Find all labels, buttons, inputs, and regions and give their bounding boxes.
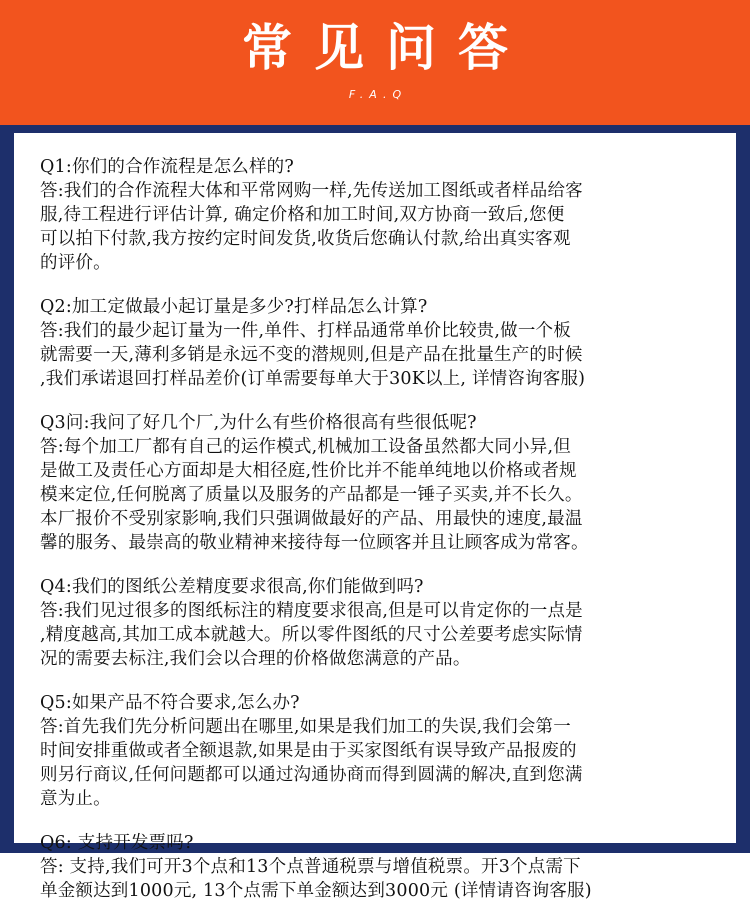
faq-answer-line: 答:我们的最少起订量为一件,单件、打样品通常单价比较贵,做一个板 xyxy=(40,321,571,341)
faq-question: Q5:如果产品不符合要求,怎么办? xyxy=(40,693,300,713)
faq-item xyxy=(40,411,718,555)
faq-answer-line: 答:每个加工厂都有自己的运作模式,机械加工设备虽然都大同小异,但 xyxy=(40,437,571,457)
header-banner xyxy=(0,0,750,125)
faq-question: Q6: 支持开发票吗? xyxy=(40,833,194,853)
faq-answer-line: 本厂报价不受别家影响,我们只强调做最好的产品、用最快的速度,最温 xyxy=(40,509,583,529)
faq-question: Q3问:我问了好几个厂,为什么有些价格很高有些很低呢? xyxy=(40,413,477,433)
faq-item xyxy=(40,575,718,671)
faq-answer-line: 则另行商议,任何问题都可以通过沟通协商而得到圆满的解决,直到您满 xyxy=(40,765,583,785)
faq-answer-line: ,精度越高,其加工成本就越大。所以零件图纸的尺寸公差要考虑实际情 xyxy=(40,625,583,645)
faq-answer-line: 答: 支持,我们可开3个点和13个点普通税票与增值税票。开3个点需下 xyxy=(40,857,581,877)
faq-answer-line: 答:我们见过很多的图纸标注的精度要求很高,但是可以肯定你的一点是 xyxy=(40,601,583,621)
faq-panel xyxy=(14,133,736,901)
faq-question: Q4:我们的图纸公差精度要求很高,你们能做到吗? xyxy=(40,577,424,597)
faq-question: Q1:你们的合作流程是怎么样的? xyxy=(40,157,294,177)
faq-answer-line: ,我们承诺退回打样品差价(订单需要每单大于30K以上, 详情咨询客服) xyxy=(40,369,586,389)
faq-answer-line: 意为止。 xyxy=(40,789,111,809)
faq-item xyxy=(40,295,718,391)
faq-item xyxy=(40,155,718,275)
faq-item xyxy=(40,691,718,811)
faq-item xyxy=(40,831,718,903)
faq-question: Q2:加工定做最小起订量是多少?打样品怎么计算? xyxy=(40,297,428,317)
page-title: 常见问答 xyxy=(242,19,530,77)
faq-answer-line: 服,待工程进行评估计算, 确定价格和加工时间,双方协商一致后,您便 xyxy=(40,205,565,225)
faq-answer-line: 况的需要去标注,我们会以合理的价格做您满意的产品。 xyxy=(40,649,471,669)
faq-answer-line: 就需要一天,薄利多销是永远不变的潜规则,但是产品在批量生产的时候 xyxy=(40,345,583,365)
faq-answer-line: 时间安排重做或者全额退款,如果是由于买家图纸有误导致产品报废的 xyxy=(40,741,577,761)
faq-answer-line: 答:首先我们先分析问题出在哪里,如果是我们加工的失误,我们会第一 xyxy=(40,717,571,737)
faq-answer-line: 馨的服务、最崇高的敬业精神来接待每一位顾客并且让顾客成为常客。 xyxy=(40,533,589,553)
faq-answer-line: 可以拍下付款,我方按约定时间发货,收货后您确认付款,给出真实客观 xyxy=(40,229,571,249)
faq-answer-line: 模来定位,任何脱离了质量以及服务的产品都是一锤子买卖,并不长久。 xyxy=(40,485,583,505)
faq-answer-line: 的评价。 xyxy=(40,253,111,273)
faq-answer-line: 是做工及责任心方面却是大相径庭,性价比并不能单纯地以价格或者规 xyxy=(40,461,577,481)
faq-answer-line: 单金额达到1000元, 13个点需下单金额达到3000元 (详情请咨询客服) xyxy=(40,881,592,901)
page-subtitle: F.A.Q xyxy=(348,88,408,101)
faq-answer-line: 答:我们的合作流程大体和平常网购一样,先传送加工图纸或者样品给客 xyxy=(40,181,583,201)
